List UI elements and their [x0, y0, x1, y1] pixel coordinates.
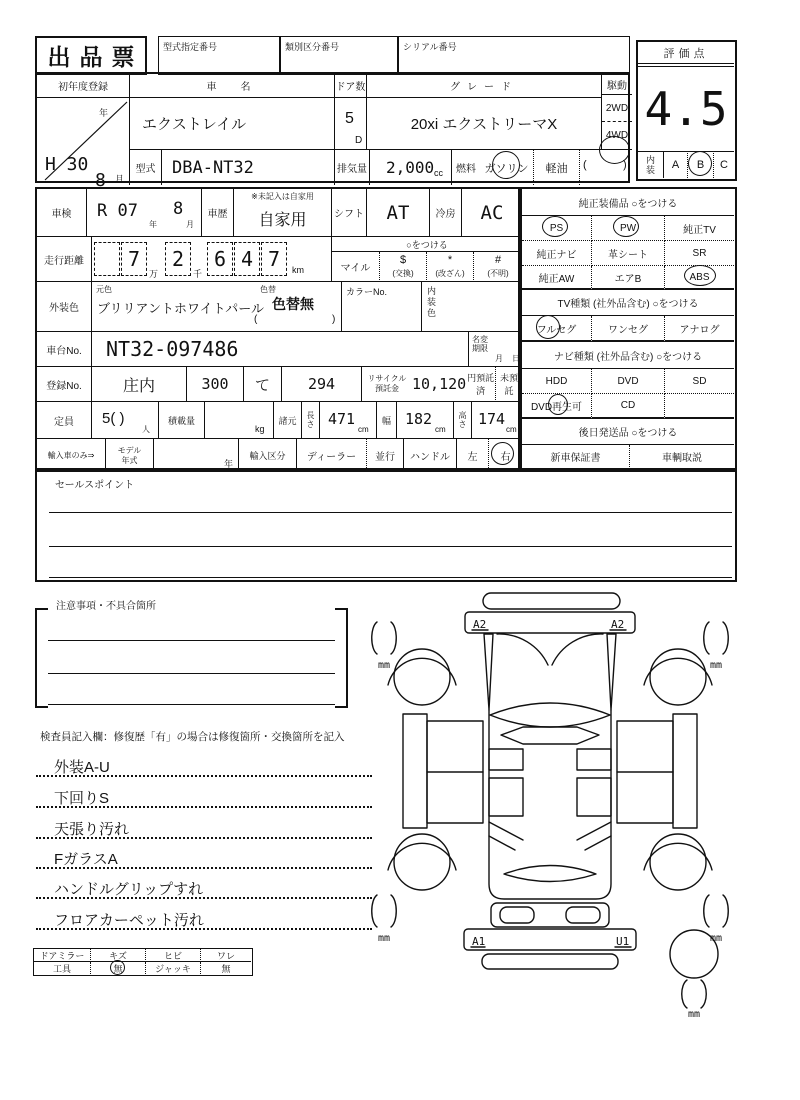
sales-point-box	[35, 470, 737, 582]
shaken-cell	[87, 189, 202, 237]
grade-value: 20xi エクストリーマX	[367, 98, 602, 150]
navi-empty	[665, 394, 734, 419]
notes-line-2	[48, 673, 335, 674]
color-change-label: 色替	[260, 285, 276, 294]
mileage-digit-3: 6	[207, 242, 233, 276]
sheet-title: 出品票	[47, 44, 144, 70]
rear-glass	[504, 866, 596, 882]
import-class-label: 輸入区分	[239, 439, 297, 472]
handle-left: 左	[457, 439, 489, 472]
windshield	[490, 703, 610, 727]
dollar-symbol: $	[399, 253, 407, 266]
inspector-item-4: FガラスA	[54, 851, 118, 868]
sales-line-1	[49, 512, 732, 513]
mileage-cell	[92, 237, 332, 282]
roof	[501, 727, 599, 744]
tailgate-tab-right	[566, 907, 600, 923]
ext-color-cell	[92, 282, 342, 332]
hash-sub: (不明)	[487, 268, 509, 278]
equip-abs: ABS	[665, 266, 734, 290]
car-name-label: 車 名	[130, 74, 335, 98]
shaken-month: 8	[173, 199, 184, 219]
rear-window-right	[577, 778, 611, 816]
int-color-cell	[422, 282, 522, 332]
name-change-day: 日	[512, 354, 520, 363]
recycle-paid: 円預託済	[467, 373, 495, 396]
shaken-era: R 07	[97, 201, 138, 221]
mile-option: マイル	[332, 252, 380, 282]
sales-point-label: セールスポイント	[55, 480, 135, 491]
hash-option	[474, 252, 522, 282]
tools-none-2: 無	[221, 963, 231, 974]
mileage-digit-1: 7	[121, 242, 147, 276]
name-change-month: 月	[495, 354, 503, 363]
color-no-label: カラーNo.	[346, 287, 388, 297]
tools-tool: 工具	[34, 962, 91, 974]
tools-crack: ヒビ	[146, 949, 201, 962]
width-cm: cm	[435, 425, 446, 434]
equip-tv: 純正TV	[665, 216, 734, 241]
drive-4wd: 4WD	[602, 122, 632, 150]
shift-value: AT	[367, 189, 430, 237]
mileage-digit-4: 4	[234, 242, 260, 276]
notes-line-1	[48, 640, 335, 641]
load-cell	[205, 402, 274, 439]
navi-dvd: DVD	[592, 369, 665, 394]
serial-no-box	[398, 36, 630, 75]
notes-line-3	[48, 704, 335, 705]
first-reg-year: H 30	[45, 154, 89, 175]
first-reg-label: 初年度登録	[37, 74, 130, 98]
fuel-paren-cell	[580, 150, 632, 185]
handle-right: 右	[500, 452, 511, 463]
tools-scratch: キズ	[91, 949, 146, 962]
side-sill-right	[673, 714, 697, 828]
name-change-label: 名変期限	[472, 335, 488, 353]
reg-label: 登録No.	[37, 367, 92, 402]
tread-bracket-spare	[682, 980, 687, 1008]
import-label: 輸入車のみ⇒	[37, 439, 106, 472]
inspector-item-3: 天張り汚れ	[54, 821, 130, 838]
orig-color-label: 元色	[96, 285, 112, 294]
asterisk-sub: (改ざん)	[435, 268, 465, 278]
mileage-man: 万	[149, 269, 159, 279]
interior-grade-c: C	[714, 151, 734, 178]
shaken-year-suffix: 年	[149, 220, 157, 229]
tv-type-header: TV種類 (社外品含む) ○をつける	[522, 290, 734, 316]
body-outline	[489, 710, 611, 899]
mileage-digit-5: 7	[261, 242, 287, 276]
headlight-arc-left	[497, 634, 548, 665]
import-parallel: 並行	[367, 439, 404, 472]
capacity-value: 5( )	[102, 410, 125, 427]
fuel-gasoline: ガソリン	[480, 150, 534, 185]
paren-close: )	[623, 159, 627, 171]
interior-grade-a: A	[664, 151, 688, 178]
paren-open: (	[583, 159, 587, 171]
front-bumper	[483, 593, 620, 609]
sales-line-2	[49, 546, 732, 547]
evaluation-box	[636, 40, 737, 181]
inspector-item-6: フロアカーペット汚れ	[54, 912, 204, 929]
rear-panel	[464, 929, 636, 950]
spec-label: 諸元	[274, 402, 302, 439]
sales-line-3	[49, 577, 732, 578]
history-note: ※未記入は自家用	[251, 191, 314, 201]
capacity-label: 定員	[37, 402, 92, 439]
height-value: 174	[478, 410, 506, 428]
a-pillar-left	[484, 634, 493, 710]
reg-area: 庄内	[92, 367, 187, 402]
equip-aw: 純正AW	[522, 266, 592, 290]
inspector-line-4	[36, 867, 372, 869]
tread-mm-spare: mm	[687, 1009, 701, 1018]
tv-fullseg: フルセグ	[522, 316, 592, 342]
tread-bracket-fl	[372, 622, 377, 654]
rear-window-left	[489, 778, 523, 816]
equip-leather: 革シート	[592, 241, 665, 266]
vehicle-top-table	[35, 72, 630, 191]
tread-bracket-rl	[372, 895, 377, 927]
side-sill-left	[403, 714, 427, 828]
first-reg-cell	[37, 98, 130, 191]
equip-ps: PS	[522, 216, 592, 241]
history-label: 車歴	[202, 189, 234, 237]
history-cell	[234, 189, 332, 237]
asterisk-option	[427, 252, 474, 282]
interior-grade-b: B	[688, 151, 714, 178]
ext-color-label: 外装色	[37, 282, 92, 332]
drive-2wd: 2WD	[602, 95, 632, 122]
front-window-right	[577, 749, 611, 770]
length-label: 長さ	[302, 402, 320, 439]
wheel-rear-right	[650, 834, 706, 890]
inspector-item-1: 外装A-U	[54, 759, 110, 776]
color-paren-close: )	[332, 314, 336, 325]
evaluation-label: 評価点	[663, 47, 709, 60]
tv-oneseg: ワンセグ	[592, 316, 665, 342]
tools-door-mirror: ドアミラー	[34, 949, 91, 962]
notes-bracket-left	[35, 608, 48, 708]
mileage-digit-2: 2	[165, 242, 191, 276]
asterisk-symbol: *	[447, 253, 453, 266]
tread-mm-rl: mm	[377, 933, 391, 944]
a-pillar-right	[607, 634, 616, 710]
inspector-item-2: 下回りS	[54, 790, 110, 807]
equipment-column	[520, 187, 737, 470]
navi-cd: CD	[592, 394, 665, 419]
fuel-diesel: 軽油	[534, 150, 580, 185]
mileage-digit-0	[94, 242, 120, 276]
height-cell	[472, 402, 522, 439]
color-paren-open: (	[254, 314, 258, 325]
inspector-line-3	[36, 837, 372, 839]
import-dealer: ディーラー	[297, 439, 367, 472]
ship-manual: 車輌取説	[662, 452, 702, 464]
tools-jack: ジャッキ	[146, 962, 201, 974]
history-value: 自家用	[258, 211, 307, 229]
width-cell	[397, 402, 454, 439]
hash-symbol: #	[494, 253, 502, 266]
recycle-value	[412, 367, 495, 402]
model-year-suffix: 年	[224, 459, 234, 469]
model-year-cell	[154, 439, 239, 472]
int-color-label: 内装色	[427, 286, 437, 318]
front-window-left	[489, 749, 523, 770]
shaken-month-suffix: 月	[186, 220, 194, 229]
tread-mm-rr: mm	[709, 933, 723, 944]
tools-none-1: 無	[91, 962, 146, 974]
recycle-unpaid: 未預託	[495, 367, 522, 402]
wheel-front-left	[394, 649, 450, 705]
length-cm: cm	[358, 425, 369, 434]
equip-navi: 純正ナビ	[522, 241, 592, 266]
ship-warranty: 新車保証書	[522, 445, 630, 467]
first-reg-month: 8	[95, 170, 106, 191]
handle-label: ハンドル	[404, 439, 457, 472]
car-diagram	[360, 588, 780, 1018]
diagram-a1: A1	[472, 935, 486, 948]
shift-label: シフト	[332, 189, 367, 237]
inspector-line-2	[36, 806, 372, 808]
navi-type-header: ナビ種類 (社外品含む) ○をつける	[522, 342, 734, 369]
model-code: DBA-NT32	[162, 150, 335, 185]
model-designation-label: 型式指定番号	[163, 42, 218, 52]
tailgate-tab-left	[500, 907, 534, 923]
load-kg: kg	[255, 424, 265, 434]
class-division-label: 類別区分番号	[285, 42, 340, 52]
doors-label: ドア数	[335, 74, 367, 98]
reg-class: 300	[187, 367, 244, 402]
width-label: 幅	[377, 402, 397, 439]
equip-sr: SR	[665, 241, 734, 266]
chassis-label: 車台No.	[37, 332, 92, 367]
mileage-label: 走行距離	[37, 237, 92, 282]
grade-label: グレード	[367, 74, 602, 98]
dollar-option	[380, 252, 427, 282]
orig-color-value: ブリリアントホワイトパール	[97, 301, 265, 316]
ac-label: 冷房	[430, 189, 462, 237]
tools-table	[33, 948, 253, 976]
ship-later-header: 後日発送品 ○をつける	[522, 419, 734, 445]
load-label: 積載量	[159, 402, 205, 439]
class-division-box	[280, 36, 398, 75]
equip-pw: PW	[592, 216, 665, 241]
tread-mm-fl: mm	[377, 660, 391, 671]
capacity-cell	[92, 402, 159, 439]
displacement-value: 2,000	[386, 158, 435, 177]
serial-no-label: シリアル番号	[403, 42, 457, 52]
color-change-value: 色替無	[272, 296, 314, 312]
dollar-sub: (交換)	[392, 268, 414, 278]
inspector-line-1	[36, 775, 372, 777]
vehicle-detail-table	[35, 187, 520, 470]
displacement-cell	[370, 150, 452, 185]
doors-cell	[335, 98, 367, 150]
model-year-label: モデル年式	[106, 439, 154, 472]
headlight-arc-right	[552, 634, 603, 665]
fuel-label: 燃料	[456, 164, 476, 175]
model-designation-box	[158, 36, 280, 75]
mileage-sen: 千	[193, 269, 203, 279]
height-label: 高さ	[454, 402, 472, 439]
rear-bumper	[482, 954, 618, 969]
tread-mm-fr: mm	[709, 660, 723, 671]
diagram-a2-left: A2	[473, 618, 487, 631]
genuine-equip-header: 純正装備品 ○をつける	[522, 189, 734, 216]
inspector-line-6	[36, 928, 372, 930]
capacity-nin: 人	[142, 425, 150, 434]
name-change-cell	[469, 332, 522, 367]
notes-bracket-right	[335, 608, 348, 708]
diagram-u1: U1	[616, 935, 630, 948]
tools-split: ワレ	[201, 949, 251, 962]
wheel-front-right	[650, 649, 706, 705]
doors-count: 5	[345, 110, 354, 127]
notes-label: 注意事項・不具合箇所	[56, 601, 156, 612]
inspector-item-5: ハンドルグリップすれ	[54, 881, 204, 898]
model-code-label: 型式	[130, 150, 162, 185]
first-reg-month-suffix: 月	[115, 174, 125, 184]
length-cell	[320, 402, 377, 439]
color-no-cell	[342, 282, 422, 332]
height-cm: cm	[506, 425, 517, 434]
evaluation-score: 4.5	[644, 82, 728, 136]
chassis-value: NT32-097486	[92, 332, 469, 367]
car-name: エクストレイル	[130, 98, 335, 150]
diagram-a2-right: A2	[611, 618, 625, 631]
tread-bracket-fr	[704, 622, 709, 654]
first-reg-year-suffix: 年	[99, 108, 109, 118]
mileage-km: km	[292, 265, 304, 275]
inspector-line-5	[36, 897, 372, 899]
shaken-label: 車検	[37, 189, 87, 237]
recycle-amount: 10,120	[412, 375, 467, 393]
tv-analog: アナログ	[665, 316, 734, 342]
ac-value: AC	[462, 189, 522, 237]
displacement-label: 排気量	[335, 150, 370, 185]
inspector-header: 検査員記入欄：修復歴「有」の場合は修復箇所・交換箇所を記入	[40, 731, 345, 743]
tread-bracket-rr	[704, 895, 709, 927]
navi-dvd-play: DVD再生可	[522, 394, 592, 419]
doors-d: D	[355, 135, 363, 146]
reg-kana: て	[244, 367, 282, 402]
equip-airb: エアB	[592, 266, 665, 290]
sheet-title-box	[35, 36, 147, 75]
length-value: 471	[328, 410, 356, 428]
navi-sd: SD	[665, 369, 734, 394]
wheel-rear-left	[394, 834, 450, 890]
navi-hdd: HDD	[522, 369, 592, 394]
reg-num: 294	[282, 367, 362, 402]
displacement-cc: cc	[434, 168, 443, 178]
mileage-circle-note: ○をつける	[332, 237, 522, 252]
interior-grade-label: 内装	[645, 155, 655, 175]
recycle-label: リサイクル預託金	[362, 367, 412, 402]
drive-label: 駆動	[602, 74, 632, 95]
width-value: 182	[405, 410, 433, 428]
